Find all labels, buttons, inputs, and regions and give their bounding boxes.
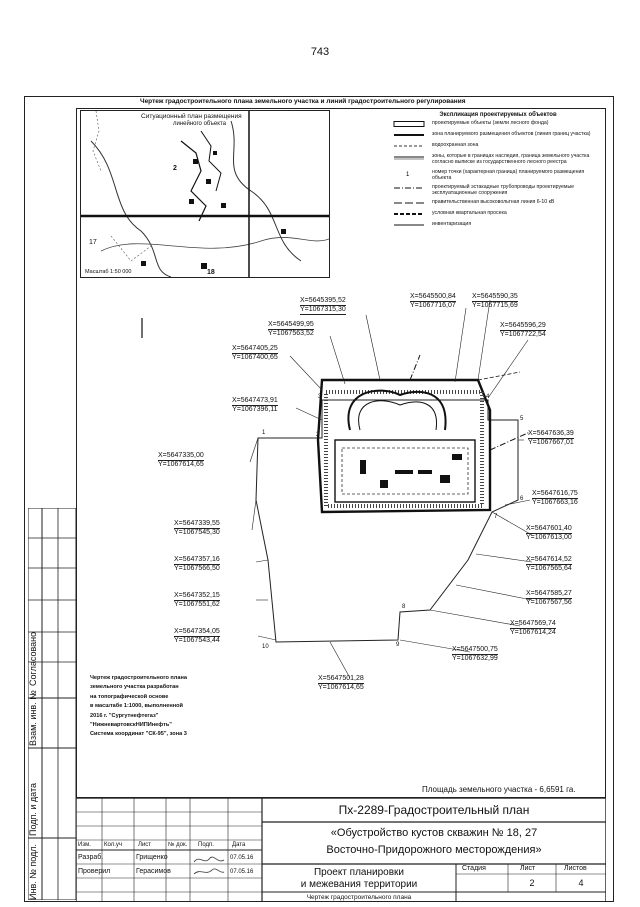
tb-header-izm: Изм. [78,842,91,848]
pipeline-north [410,355,420,380]
inset-label-2: 2 [173,165,177,172]
tb-role-checker: Проверил [78,868,111,875]
point-number: 6 [520,496,524,502]
plot-area: Площадь земельного участка - 6,6591 га. [422,785,576,794]
inset-title: Ситуационный план размещения [141,113,242,120]
inset-label-17: 17 [89,239,97,246]
title-block [76,798,606,902]
coord-callout: X=5647585,27 Y=1067567,56 [526,590,572,606]
tb-header-doc: № док. [168,842,188,848]
point-number: 4 [486,394,490,400]
tb-header-sign: Подп. [198,842,214,848]
inset-subtitle: линейного объекта [173,121,226,127]
coord-callout: X=5647616,75 Y=1067663,16 [532,490,578,506]
stamp-inventory: Инв. № подл. [28,843,38,900]
tb-doc-line2: и межевания территории [300,879,418,890]
pipeline-east [478,372,520,380]
legend-item: зоны, которые в границах наследия, граница земельного участка согласно выписке из государственного лесного реестра [392,153,604,165]
coord-callout: X=5647335,00 Y=1067614,65 [158,452,204,468]
coord-callout: X=5647357,16 Y=1067566,50 [174,556,220,572]
equipment-blocks [360,454,462,488]
tb-role-developer: Разраб. [78,854,104,861]
tb-date-developer: 07.05.16 [230,855,254,861]
tb-stage-label: Стадия [462,865,486,872]
stamp-replacement: Взам. инв. № [28,690,38,746]
tb-object-line1: «Обустройство кустов скважин № 18, 27 [330,827,538,839]
land-plot-boundary [256,400,518,642]
legend-item: правительственная высоковольтная линия 6-10 кВ [392,199,604,207]
point-number: 3 [318,394,322,400]
drawing-title: Чертеж градостроительного плана земельного участка и линий градостроительного регулирования [140,98,466,105]
tb-date-checker: 07.05.16 [230,869,254,875]
legend-item: 1 номер точки (характерная граница) планируемого размещения объекта [392,169,604,181]
coord-callout: X=5645596,29 Y=1067722,54 [500,322,546,338]
tb-sheet-label: Лист [520,865,536,872]
point-number: 10 [262,644,269,650]
legend-item: условная квартальная просека [392,210,604,218]
legend-item: проектируемый эстакадные трубопроводы проектируемые эксплуатационные сооружения [392,184,604,196]
point-number: 2 [316,432,320,438]
tb-name-developer: Грищенко [136,854,168,861]
coord-callout: X=5647352,15 Y=1067551,62 [174,592,220,608]
coord-callout: X=5647405,25 Y=1067400,65 [232,345,278,361]
coord-callout: X=5647569,74 Y=1067614,24 [510,620,556,636]
coord-callout: X=5647473,91 Y=1067396,11 [232,397,278,413]
coord-callout: X=5647354,05 Y=1067543,44 [174,628,220,644]
tb-name-checker: Герасимов [136,868,171,875]
coord-callout: X=5645499,95 Y=1067563,52 [268,321,314,337]
tb-sheet-number: 2 [529,878,535,888]
inset-label-18: 18 [207,269,215,276]
legend-item: проектируемые объекты (земли лесного фонда) [392,120,604,128]
coord-callout: X=5645395,52 Y=1067315,30 [300,297,346,313]
coord-callout: X=5647339,55 Y=1067545,30 [174,520,220,536]
signature-icon [192,852,226,878]
tb-object-line2: Восточно-Придорожного месторождения» [326,844,542,856]
legend-item: водоохранная зона [392,142,604,150]
point-number: 8 [402,604,406,610]
coord-callout: X=5647501,28 Y=1067614,65 [318,675,364,691]
point-number: 1 [262,430,266,436]
tb-header-kol: Кол.уч [104,842,122,848]
tb-doc-line1: Проект планировки [313,867,405,878]
access-road [348,391,445,430]
point-number: 9 [396,642,400,648]
tb-header-list: Лист [138,842,152,848]
point-number: 7 [494,514,498,520]
pipeline [490,432,530,450]
drawing-notes: Чертеж градостроительного плана земельного участка разработан на топографической основе в масштабе 1:1000, выполненной 2016 г. "Сургутнефтегаз" "НижневартовскНИПИнефть" Система координат "СК-95", зона 3 [90,675,187,738]
page-number: 743 [310,46,330,58]
tb-header-date: Дата [232,842,246,848]
legend-title: Экспликация проектируемых объектов [439,112,557,118]
stamp-sign-date: Подп. и дата [28,782,38,836]
coord-callout: X=5645500,84 Y=1067716,07 [410,293,456,309]
coord-callout: X=5647601,40 Y=1067613,00 [526,525,572,541]
stamp-agreed: Согласовано [28,631,38,686]
legend-item: зона планируемого размещения объектов (линия границ участка) [392,131,604,139]
coord-callout: X=5645590,35 Y=1067715,69 [472,293,518,309]
inset-scale: Масштаб 1:50 000 [85,269,132,275]
tb-sheets-number: 4 [578,878,584,888]
legend-item: инвентаризация [392,221,604,229]
tb-sheets-label: Листов [564,865,587,872]
point-number: 5 [520,416,524,422]
tb-code: Пх-2289-Градостроительный план [338,803,530,817]
tb-sheet-title: Чертеж градостроительного плана [306,894,412,901]
coord-callout: X=5647614,52 Y=1067565,64 [526,556,572,572]
coord-callout: X=5647636,39 Y=1067667,01 [528,430,574,446]
svg-text:1: 1 [406,171,410,176]
coord-callout: X=5647500,75 Y=1067632,99 [452,646,498,662]
access-road-edge [359,401,437,430]
